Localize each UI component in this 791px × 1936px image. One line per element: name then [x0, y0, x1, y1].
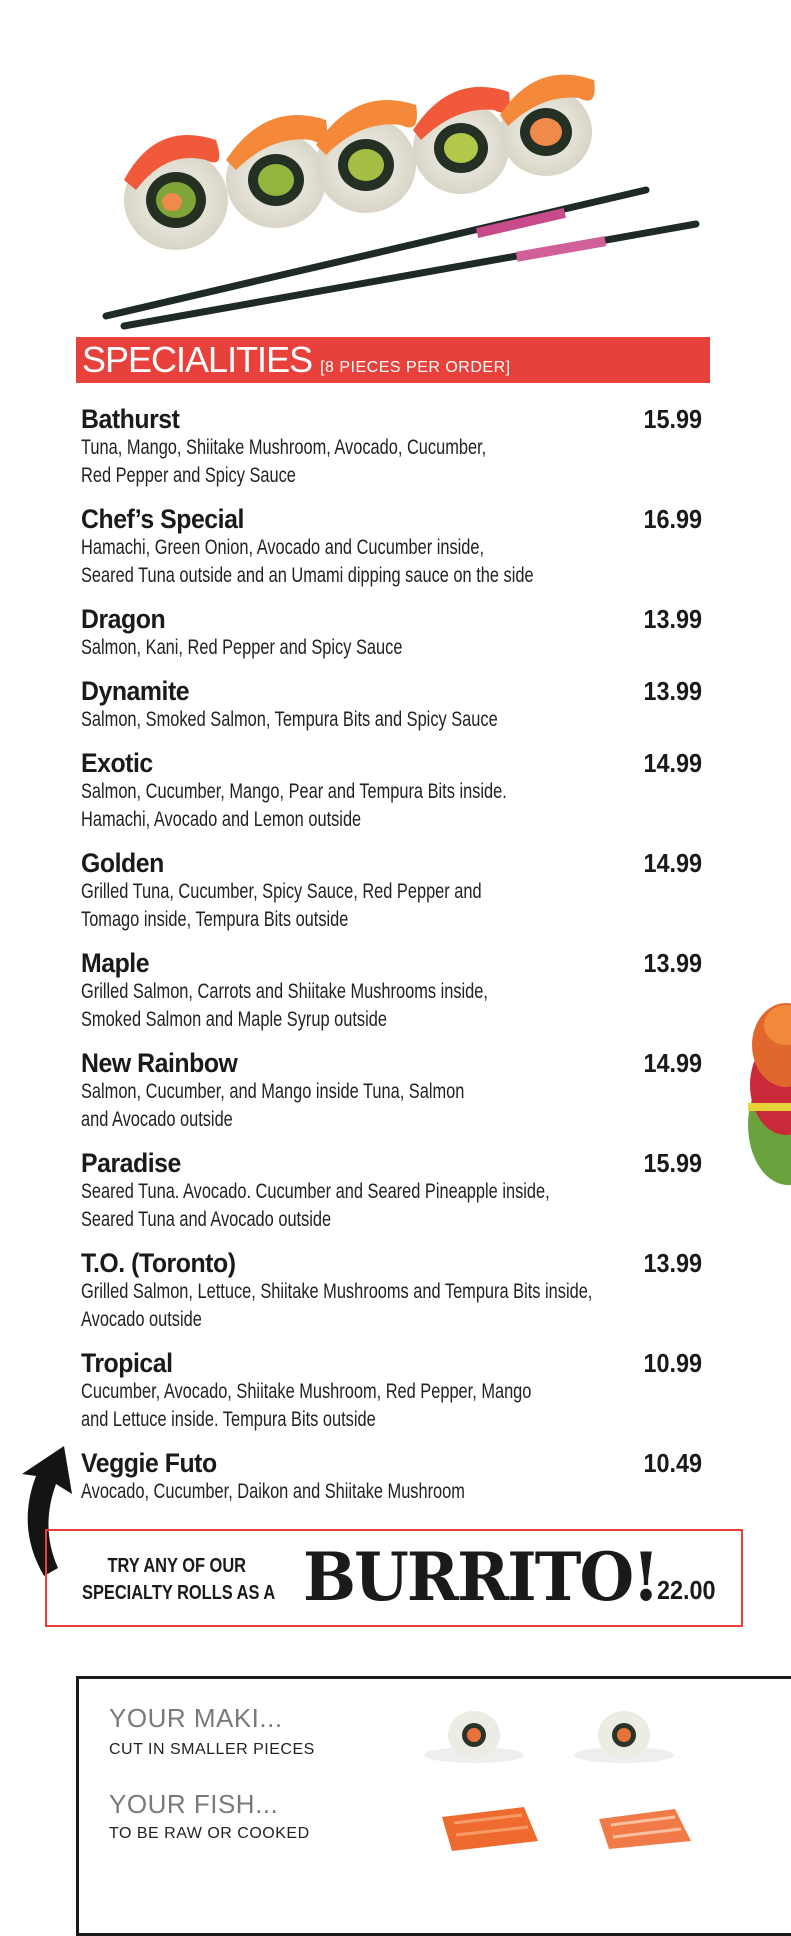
item-price: 14.99: [643, 748, 702, 778]
menu-item: [81, 404, 711, 504]
maki-image: [419, 1699, 529, 1769]
item-name: Maple: [81, 948, 150, 978]
item-name: Chef’s Special: [81, 504, 244, 534]
menu-item-list: [81, 404, 711, 1520]
menu-item: [81, 604, 711, 676]
burrito-promo-box: [45, 1529, 743, 1627]
item-name: Tropical: [81, 1348, 173, 1378]
section-subtitle: [8 PIECES PER ORDER]: [320, 359, 511, 376]
item-price: 14.99: [643, 1048, 702, 1078]
menu-item: [81, 1248, 711, 1348]
menu-item: [81, 1148, 711, 1248]
item-name: Veggie Futo: [81, 1448, 217, 1478]
item-description: Salmon, Smoked Salmon, Tempura Bits and Spicy Sauce: [81, 708, 498, 731]
item-description: Avocado, Cucumber, Daikon and Shiitake Mushroom: [81, 1480, 465, 1503]
promo-text: [82, 1553, 276, 1607]
item-name: Exotic: [81, 748, 153, 778]
menu-item: [81, 1348, 711, 1448]
menu-item: [81, 504, 711, 604]
burrito-headline: BURRITO!: [303, 1538, 658, 1616]
item-description: Salmon, Cucumber, and Mango inside Tuna, Salmon and Avocado outside: [81, 1080, 465, 1131]
item-name: Paradise: [81, 1148, 181, 1178]
promo-line-2: SPECIALTY ROLLS AS A: [82, 1582, 276, 1604]
item-price: 13.99: [643, 1248, 702, 1278]
burrito-price: 22.00: [657, 1575, 716, 1605]
item-name: Dynamite: [81, 676, 190, 706]
item-price: 15.99: [643, 1148, 702, 1178]
maki-option-title: YOUR MAKI...: [109, 1703, 283, 1733]
item-description: Grilled Salmon, Lettuce, Shiitake Mushrooms and Tempura Bits inside, Avocado outside: [81, 1280, 593, 1331]
menu-item: [81, 676, 711, 748]
item-name: Dragon: [81, 604, 166, 634]
item-description: Salmon, Kani, Red Pepper and Spicy Sauce: [81, 636, 403, 659]
raw-fish-image: [434, 1797, 544, 1857]
fish-option-title: YOUR FISH...: [109, 1789, 279, 1819]
tartare-image: [728, 985, 791, 1195]
menu-item: [81, 848, 711, 948]
cooked-fish-image: [589, 1797, 699, 1857]
item-price: 16.99: [643, 504, 702, 534]
menu-item: [81, 1448, 711, 1520]
item-description: Grilled Salmon, Carrots and Shiitake Mushrooms inside, Smoked Salmon and Maple Syrup outside: [81, 980, 488, 1031]
item-description: Tuna, Mango, Shiitake Mushroom, Avocado, Cucumber, Red Pepper and Spicy Sauce: [81, 436, 487, 487]
item-price: 13.99: [643, 948, 702, 978]
sushi-rolls-image: [76, 40, 716, 330]
item-price: 10.49: [643, 1448, 702, 1478]
item-description: Seared Tuna. Avocado. Cucumber and Seared Pineapple inside, Seared Tuna and Avocado outside: [81, 1180, 550, 1231]
item-name: T.O. (Toronto): [81, 1248, 236, 1278]
item-name: Golden: [81, 848, 164, 878]
menu-item: [81, 748, 711, 848]
menu-item: [81, 948, 711, 1048]
item-price: 13.99: [643, 676, 702, 706]
item-description: Cucumber, Avocado, Shiitake Mushroom, Red Pepper, Mango and Lettuce inside. Tempura Bits outside: [81, 1380, 532, 1431]
menu-item: [81, 1048, 711, 1148]
customization-box: [76, 1676, 791, 1936]
item-name: Bathurst: [81, 404, 180, 434]
specialities-banner: [76, 337, 710, 383]
maki-image: [569, 1699, 679, 1769]
maki-option-subtitle: CUT IN SMALLER PIECES: [109, 1741, 315, 1758]
fish-option-subtitle: TO BE RAW OR COOKED: [109, 1825, 310, 1842]
item-price: 14.99: [643, 848, 702, 878]
item-price: 15.99: [643, 404, 702, 434]
item-description: Hamachi, Green Onion, Avocado and Cucumber inside, Seared Tuna outside and an Umami dipping sauce on the side: [81, 536, 534, 587]
item-price: 10.99: [643, 1348, 702, 1378]
item-name: New Rainbow: [81, 1048, 238, 1078]
section-title: SPECIALITIES: [82, 339, 313, 380]
promo-line-1: TRY ANY OF OUR: [107, 1555, 246, 1577]
item-price: 13.99: [643, 604, 702, 634]
item-description: Grilled Tuna, Cucumber, Spicy Sauce, Red Pepper and Tomago inside, Tempura Bits outside: [81, 880, 482, 931]
item-description: Salmon, Cucumber, Mango, Pear and Tempura Bits inside. Hamachi, Avocado and Lemon outside: [81, 780, 507, 831]
